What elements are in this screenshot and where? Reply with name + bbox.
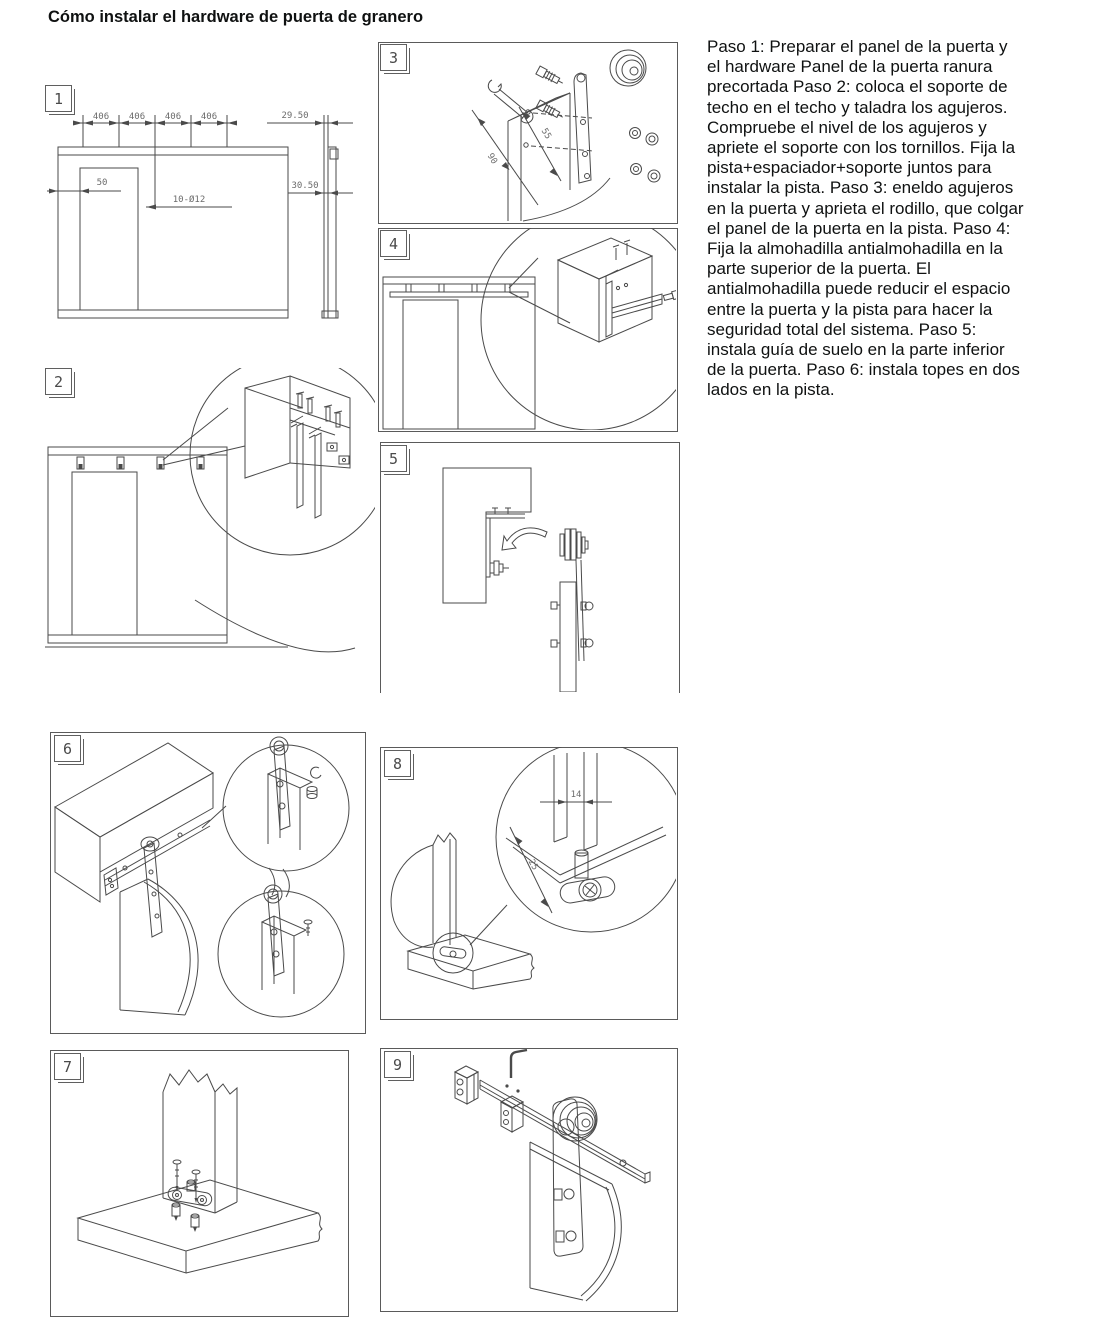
dim-label-25: 25 — [525, 857, 540, 873]
track — [390, 284, 528, 297]
diagram-door-dimensions — [45, 85, 370, 345]
antijump-screw — [304, 920, 312, 936]
panel-7-number: 7 — [54, 1053, 81, 1080]
diagram-floor-guide-detail — [380, 747, 676, 1018]
door-sector — [530, 1142, 621, 1301]
floor-slab — [78, 1180, 322, 1273]
stopper-exploded — [455, 1066, 478, 1104]
panel-3-number: 3 — [380, 44, 407, 71]
detail-circle-top — [223, 737, 349, 871]
panel-4-number: 4 — [380, 230, 407, 257]
track-bolt — [490, 561, 509, 575]
dim-label-30-50: 30.50 — [291, 181, 319, 191]
diagram-floor-guide-install — [50, 1050, 347, 1315]
dim-label-406-2: 406 — [128, 112, 146, 122]
hanger-strap — [574, 50, 646, 183]
panel-9-number: 9 — [384, 1051, 411, 1078]
dimension-29-50 — [267, 111, 353, 126]
door-edge-view — [551, 560, 593, 692]
c-clip-icon — [311, 767, 321, 778]
diagram-hang-door — [380, 442, 678, 692]
diagram-stoppers — [380, 1048, 676, 1310]
bracket-straps — [291, 416, 321, 518]
dim-label-50: 50 — [96, 178, 108, 188]
mounting-bolt — [663, 290, 676, 302]
panel-8-number: 8 — [384, 750, 411, 777]
ceiling-box-detail — [558, 238, 676, 342]
dim-label-55: 55 — [538, 126, 553, 142]
roller-hanger — [553, 1097, 597, 1256]
dimension-holes — [146, 194, 232, 210]
screws — [296, 392, 349, 464]
panel-5-number: 5 — [380, 445, 407, 472]
panel-1-number: 1 — [45, 85, 72, 112]
hole-leaders — [524, 110, 594, 151]
track-side-view — [322, 115, 338, 318]
ceiling-box-detail — [245, 376, 350, 518]
dimension-14 — [540, 790, 612, 805]
panel-6-number: 6 — [54, 735, 81, 762]
detail-callout — [163, 368, 375, 652]
detail-circle — [496, 747, 676, 932]
dimension-30-50 — [288, 181, 353, 196]
dim-label-29-50: 29.50 — [281, 111, 309, 121]
dimension-25 — [510, 827, 552, 913]
diagram-roller-assembly — [378, 42, 676, 222]
bolts — [536, 66, 565, 121]
door-bottom-scene — [391, 833, 534, 989]
hex-nuts — [630, 128, 661, 183]
dim-label-406-1: 406 — [92, 112, 110, 122]
header-box-iso — [55, 743, 213, 902]
hex-key-icon — [505, 1050, 527, 1093]
dimension-90 — [472, 110, 538, 205]
page-title: Cómo instalar el hardware de puerta de granero — [48, 8, 424, 26]
installation-steps-text: Paso 1: Preparar el panel de la puerta y el hardware Panel de la puerta ranura precortada Paso 2: coloca el soporte de techo en el techo y taladra los agujeros. Compruebe el nivel de los agujeros y apriete el soporte con los tornillos. Fija la pista+espaciador+soporte juntos para instalar la pista. Paso 3: eneldo agujeros en la puerta y aprieta el rodillo, que colgar el panel de la puerta en la pista. Paso 4: Fija la almohadilla antialmohadilla en la parte superior de la puerta. El antialmohadilla puede reducir el espacio entre la puerta y la pista para hacer la seguridad total del sistema. Paso 5: instala guía de suelo en la parte inferior de la puerta. Paso 6: instala topes en dos lados en la pista. — [707, 37, 1024, 400]
screws — [613, 240, 630, 290]
track-bracket-clips — [77, 457, 204, 469]
dimension-406-row — [73, 112, 237, 207]
panel-2-number: 2 — [45, 368, 72, 395]
detail-link-arcs — [269, 868, 289, 897]
dim-label-406-3: 406 — [164, 112, 182, 122]
dim-label-14: 14 — [570, 790, 582, 800]
dimension-55 — [519, 107, 561, 181]
diagram-ceiling-bracket-overview — [45, 368, 375, 663]
stopper-on-track — [501, 1096, 523, 1132]
roller-side-view — [560, 529, 588, 560]
diagram-antijump-pads — [50, 732, 364, 1032]
door-front-view — [58, 147, 288, 318]
leader-line — [202, 806, 226, 828]
diagram-track-mounting — [378, 228, 676, 430]
dim-label-406-4: 406 — [200, 112, 218, 122]
ceiling-section — [443, 468, 531, 603]
detail-circle-bottom — [218, 885, 344, 1017]
wall-front-view — [383, 277, 535, 429]
dim-label-holes: 10-Ø12 — [172, 195, 206, 205]
hanger-and-door — [120, 837, 198, 1015]
dim-label-90: 90 — [484, 151, 499, 167]
swing-arrow — [502, 528, 547, 550]
